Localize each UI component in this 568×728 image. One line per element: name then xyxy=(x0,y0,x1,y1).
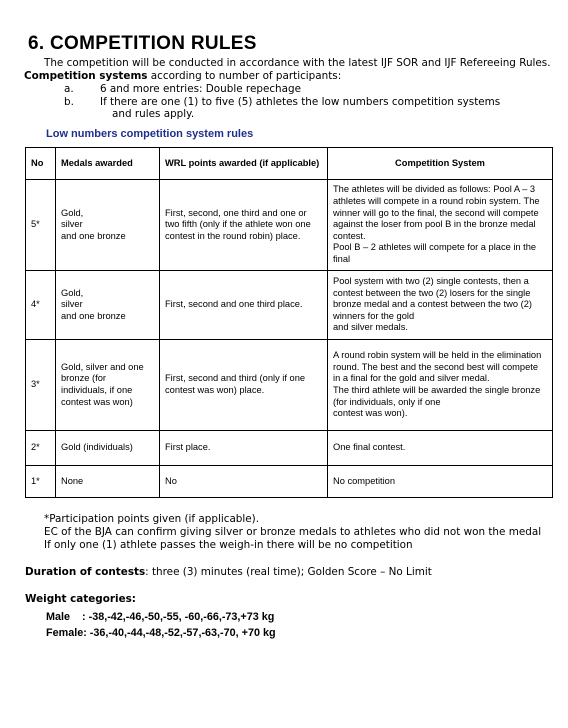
male-values: : -38,-42,-46,-50,-55, -60,-66,-73,+73 kg xyxy=(82,611,275,623)
cell-medals: Gold, silver and one bronze xyxy=(56,180,160,271)
cell-points: First, second and one third place. xyxy=(160,271,328,340)
option-letter: b. xyxy=(64,96,74,108)
competition-systems-line xyxy=(24,70,341,82)
female-weights xyxy=(46,625,276,641)
cell-medals: Gold, silver and one bronze (for individuals, if one contest was won) xyxy=(56,340,160,431)
table-row xyxy=(26,180,553,271)
cell-system: Pool system with two (2) single contests, then a contest between the two (2) losers for the single bronze medal and a contest between the two (2) winners for the gold and silver medals. xyxy=(328,271,553,340)
cell-points: First place. xyxy=(160,431,328,466)
cell-points: No xyxy=(160,466,328,498)
cell-no: 1* xyxy=(26,466,56,498)
cell-system: No competition xyxy=(328,466,553,498)
option-text: If there are one (1) to five (5) athletes the low numbers competition systems xyxy=(100,96,501,108)
note-participation: *Participation points given (if applicable). xyxy=(44,513,260,525)
male-label: Male xyxy=(46,611,71,623)
option-letter: a. xyxy=(64,83,74,95)
cell-no: 5* xyxy=(26,180,56,271)
cell-points: First, second and third (only if one contest was won) place. xyxy=(160,340,328,431)
header-no: No xyxy=(26,148,56,180)
cell-system: A round robin system will be held in the elimination round. The best and the second best will compete in a final for the gold and silver medal. The third athlete will be awarded the single bronze (for individuals, only if one contest was won). xyxy=(328,340,553,431)
cell-no: 4* xyxy=(26,271,56,340)
female-values: -36,-40,-44,-48,-52,-57,-63,-70, +70 kg xyxy=(86,627,276,639)
female-label: Female: xyxy=(46,627,87,639)
header-system: Competition System xyxy=(328,148,553,180)
table-row xyxy=(26,466,553,498)
weight-categories-title: Weight categories: xyxy=(25,593,136,605)
duration-line xyxy=(25,566,432,578)
duration-label: Duration of contests xyxy=(25,566,146,578)
table-row xyxy=(26,431,553,466)
header-medals: Medals awarded xyxy=(56,148,160,180)
page-title: 6. COMPETITION RULES xyxy=(28,33,257,54)
competition-rules-table xyxy=(25,147,553,498)
cell-medals: Gold, silver and one bronze xyxy=(56,271,160,340)
table-row xyxy=(26,340,553,431)
option-text: 6 and more entries: Double repechage xyxy=(100,83,302,95)
note-no-competition: If only one (1) athlete passes the weigh-in there will be no competition xyxy=(44,539,413,552)
note-medals: EC of the BJA can confirm giving silver or bronze medals to athletes who did not won the medal xyxy=(44,526,542,539)
table-header-row xyxy=(26,148,553,180)
table-row xyxy=(26,271,553,340)
cell-points: First, second, one third and one or two fifth (only if the athlete won one contest in the round robin) place. xyxy=(160,180,328,271)
cell-no: 3* xyxy=(26,340,56,431)
notes-block xyxy=(44,513,541,553)
cell-no: 2* xyxy=(26,431,56,466)
cell-system: The athletes will be divided as follows: Pool A – 3 athletes will compete in a round robin system. The winner will go to the final, the second will compete against the loser from pool B in the bronze medal contest. Pool B – 2 athletes will compete for a place in the final xyxy=(328,180,553,271)
weight-categories-list xyxy=(46,609,276,641)
header-points: WRL points awarded (if applicable) xyxy=(160,148,328,180)
duration-text: : three (3) minutes (real time); Golden Score – No Limit xyxy=(145,566,432,578)
competition-systems-text: according to number of participants: xyxy=(147,70,342,82)
cell-medals: Gold (individuals) xyxy=(56,431,160,466)
low-numbers-subheading: Low numbers competition system rules xyxy=(46,128,254,140)
intro-paragraph: The competition will be conducted in accordance with the latest IJF SOR and IJF Refereeing Rules. xyxy=(44,57,551,69)
competition-systems-label: Competition systems xyxy=(24,70,148,82)
cell-medals: None xyxy=(56,466,160,498)
option-b-continuation: and rules apply. xyxy=(112,108,195,120)
cell-system: One final contest. xyxy=(328,431,553,466)
male-weights xyxy=(46,609,276,625)
